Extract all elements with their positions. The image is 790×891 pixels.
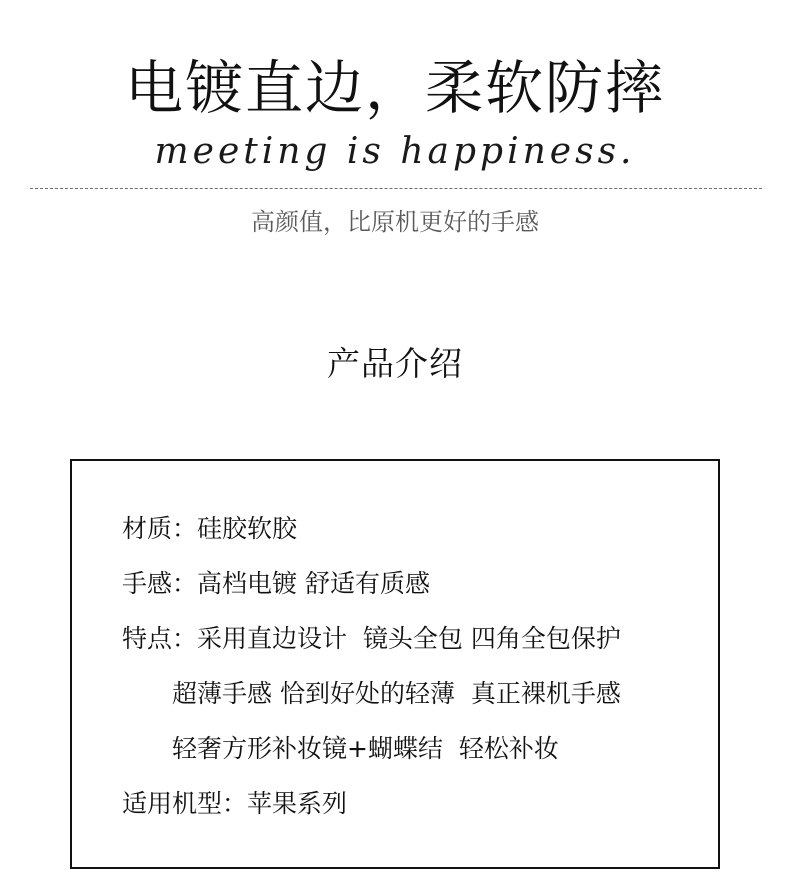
spec-features-line-2	[172, 676, 621, 712]
spec-features	[122, 621, 621, 657]
spec-features-line-3-text: 轻奢方形补妆镜+蝴蝶结 轻松补妆	[172, 734, 559, 763]
spec-material-value: 硅胶软胶	[197, 514, 298, 543]
spec-models-value: 苹果系列	[247, 789, 348, 818]
section-title: 产品介绍	[327, 344, 463, 383]
spec-feel-value: 高档电镀 舒适有质感	[197, 569, 430, 598]
spec-material	[122, 511, 297, 547]
spec-features-line-2-text: 超薄手感 恰到好处的轻薄 真正裸机手感	[172, 679, 621, 708]
spec-feel-label: 手感：	[122, 569, 198, 598]
subtitle: 高颜值，比原机更好的手感	[251, 208, 539, 236]
spec-feel	[122, 566, 430, 602]
spec-models-label: 适用机型：	[122, 789, 248, 818]
headline: 电镀直边，柔软防摔	[124, 54, 665, 122]
spec-features-line-3	[172, 731, 559, 767]
spec-features-line-1: 采用直边设计 镜头全包 四角全包保护	[197, 624, 621, 653]
spec-material-label: 材质：	[122, 514, 198, 543]
script-tagline: meeting is happiness.	[154, 131, 636, 172]
spec-features-label: 特点：	[122, 624, 198, 653]
spec-models	[122, 786, 347, 822]
product-info-box	[70, 459, 720, 869]
dashed-divider	[30, 188, 762, 189]
